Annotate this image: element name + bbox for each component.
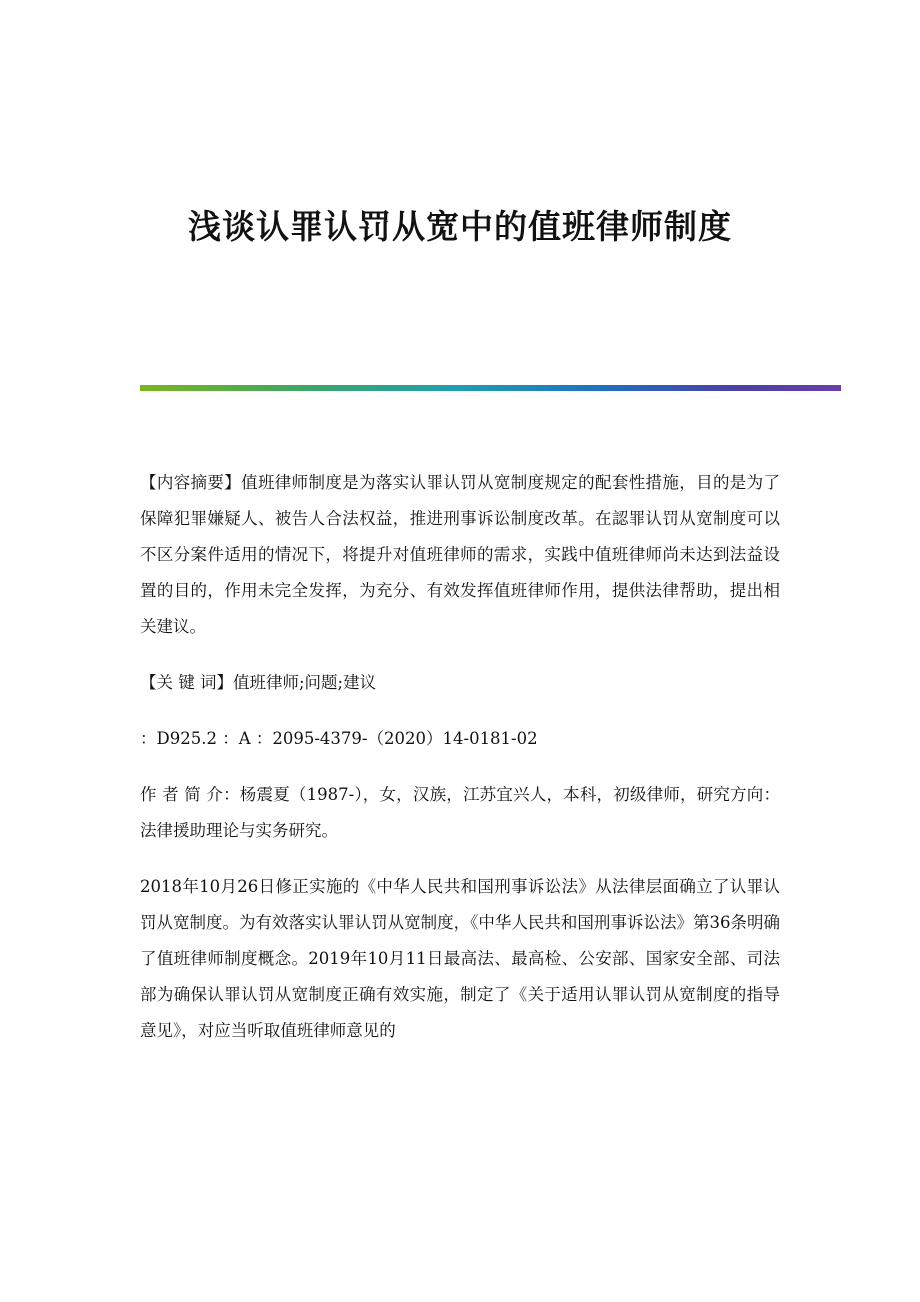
classification-line: ：D925.2 ：A ：2095-4379-（2020）14-0181-02 (140, 729, 538, 748)
title-divider (140, 385, 841, 391)
document-body (140, 465, 780, 1049)
body-paragraph: 2018年10月26日修正实施的《中华人民共和国刑事诉讼法》从法律层面确立了认罪认罚从宽制度。为有效落实认罪认罚从宽制度，《中华人民共和国刑事诉讼法》第36条明确了值班律师制度概念。2019年10月11日最高法、最高检、公安部、国家安全部、司法部为确保认罪认罚从宽制度正确有效实施，制定了《关于适用认罪认罚从宽制度的指导意见》，对应当听取值班律师意见的 (140, 877, 780, 1040)
author-bio-paragraph: 作 者 简 介：杨震夏（1987-），女，汉族，江苏宜兴人，本科，初级律师，研究方向：法律援助理论与实务研究。 (140, 785, 780, 840)
keywords-line: 【关 键 词】值班律师;问题;建议 (140, 673, 377, 692)
abstract-paragraph: 【内容摘要】值班律师制度是为落实认罪认罚从宽制度规定的配套性措施，目的是为了保障犯罪嫌疑人、被告人合法权益，推进刑事诉讼制度改革。在認罪认罚从宽制度可以不区分案件适用的情况下，将提升对值班律师的需求，实践中值班律师尚未达到法益设置的目的，作用未完全发挥，为充分、有效发挥值班律师作用，提供法律帮助，提出相关建议。 (140, 473, 780, 636)
document-title: 浅谈认罪认罚从宽中的值班律师制度 (188, 207, 732, 246)
